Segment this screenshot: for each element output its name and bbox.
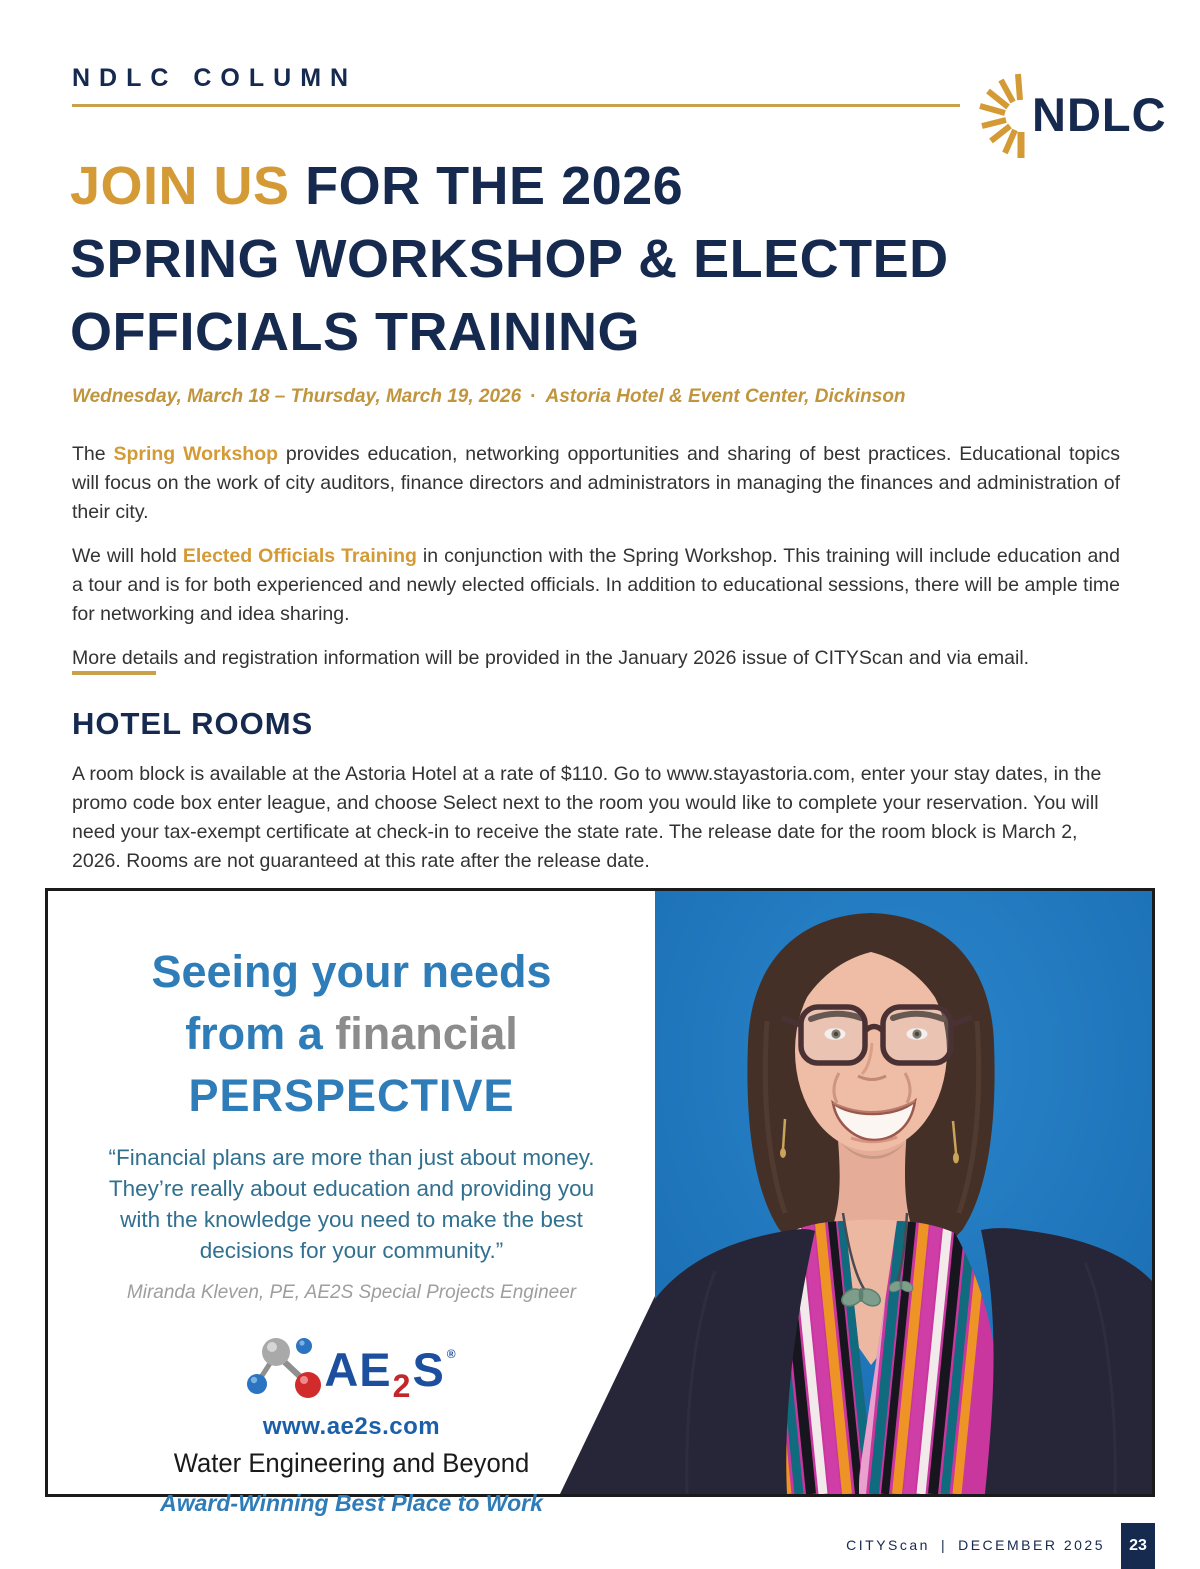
event-date-location [72,386,906,408]
title-line-1: JOIN US FOR THE 2026 [70,156,684,216]
paragraph-1: The Spring Workshop provides education, networking opportunities and sharing of best practices. Educational topics will focus on the work of city auditors, finance directors and administrators in managing the finances and administration of their city. [72,443,1120,523]
paragraph-3: More details and registration information will be provided in the January 2026 issue of CITYScan and via email. [72,647,1030,669]
ad-text-panel [48,891,655,1516]
ae2s-advertisement [45,888,1155,1516]
ae2s-wordmark: AE 2 S ® [324,1343,457,1404]
ad-headline: Seeing your needs from a financial PERSPECTIVE [151,946,552,1121]
paragraph-2: We will hold Elected Officials Training in conjunction with the Spring Workshop. This training will include education and a tour and is for both experienced and newly elected officials. In addition to educational sessions, there will be ample time for networking and idea sharing. [72,545,1121,625]
article-title [70,150,1150,369]
ndlc-logo [974,66,1167,162]
section-divider [72,671,156,675]
title-highlight: JOIN US [70,156,290,216]
event-dates: Wednesday, March 18 – Thursday, March 19, 2026 [72,386,522,407]
ae2s-logo [48,1332,655,1407]
spring-workshop-emphasis: Spring Workshop [113,443,279,465]
footer [0,1537,1105,1553]
hotel-rooms-paragraph: A room block is available at the Astoria Hotel at a rate of $110. Go to www.stayastoria.com, enter your stay dates, in the promo code box enter league, and choose Select next to the room you would like to complete your reservation. You will need your tax-exempt certificate at check-in to receive the state rate. The release date for the room block is March 2, 2026. Rooms are not guaranteed at this rate after the release date. [72,763,1102,872]
page-number-badge: 23 [1121,1523,1155,1569]
title-line-2: SPRING WORKSHOP & ELECTED [70,229,949,289]
ad-website: www.ae2s.com [262,1413,441,1440]
event-separator: · [530,386,537,407]
column-label: NDLC COLUMN [72,64,358,92]
ae2s-subscript-2: 2 [392,1368,412,1404]
ad-award-line: Award-Winning Best Place to Work [160,1490,543,1516]
portrait-photo [655,891,1152,1494]
footer-magazine-name: CITYScan [846,1537,930,1553]
hotel-rooms-heading: HOTEL ROOMS [72,706,314,741]
footer-separator: | [940,1537,948,1553]
molecule-icon [246,1332,324,1407]
elected-officials-emphasis: Elected Officials Training [182,545,417,567]
title-line-3: OFFICIALS TRAINING [70,302,640,362]
event-venue: Astoria Hotel & Event Center, Dickinson [545,386,906,407]
logo-wordmark: NDLC [1032,87,1167,141]
intro-paragraphs [72,440,1120,688]
header-rule [72,104,960,107]
footer-issue: DECEMBER 2025 [958,1537,1105,1553]
ad-headline-gray-word: financial [335,1008,518,1059]
registered-mark: ® [446,1347,457,1361]
ad-tagline: Water Engineering and Beyond [173,1448,530,1478]
ad-attribution: Miranda Kleven, PE, AE2S Special Projects Engineer [126,1282,577,1303]
ad-quote: “Financial plans are more than just about money. They’re really about education and providing you with the knowledge you need to make the best decisions for your community.” [108,1145,595,1263]
